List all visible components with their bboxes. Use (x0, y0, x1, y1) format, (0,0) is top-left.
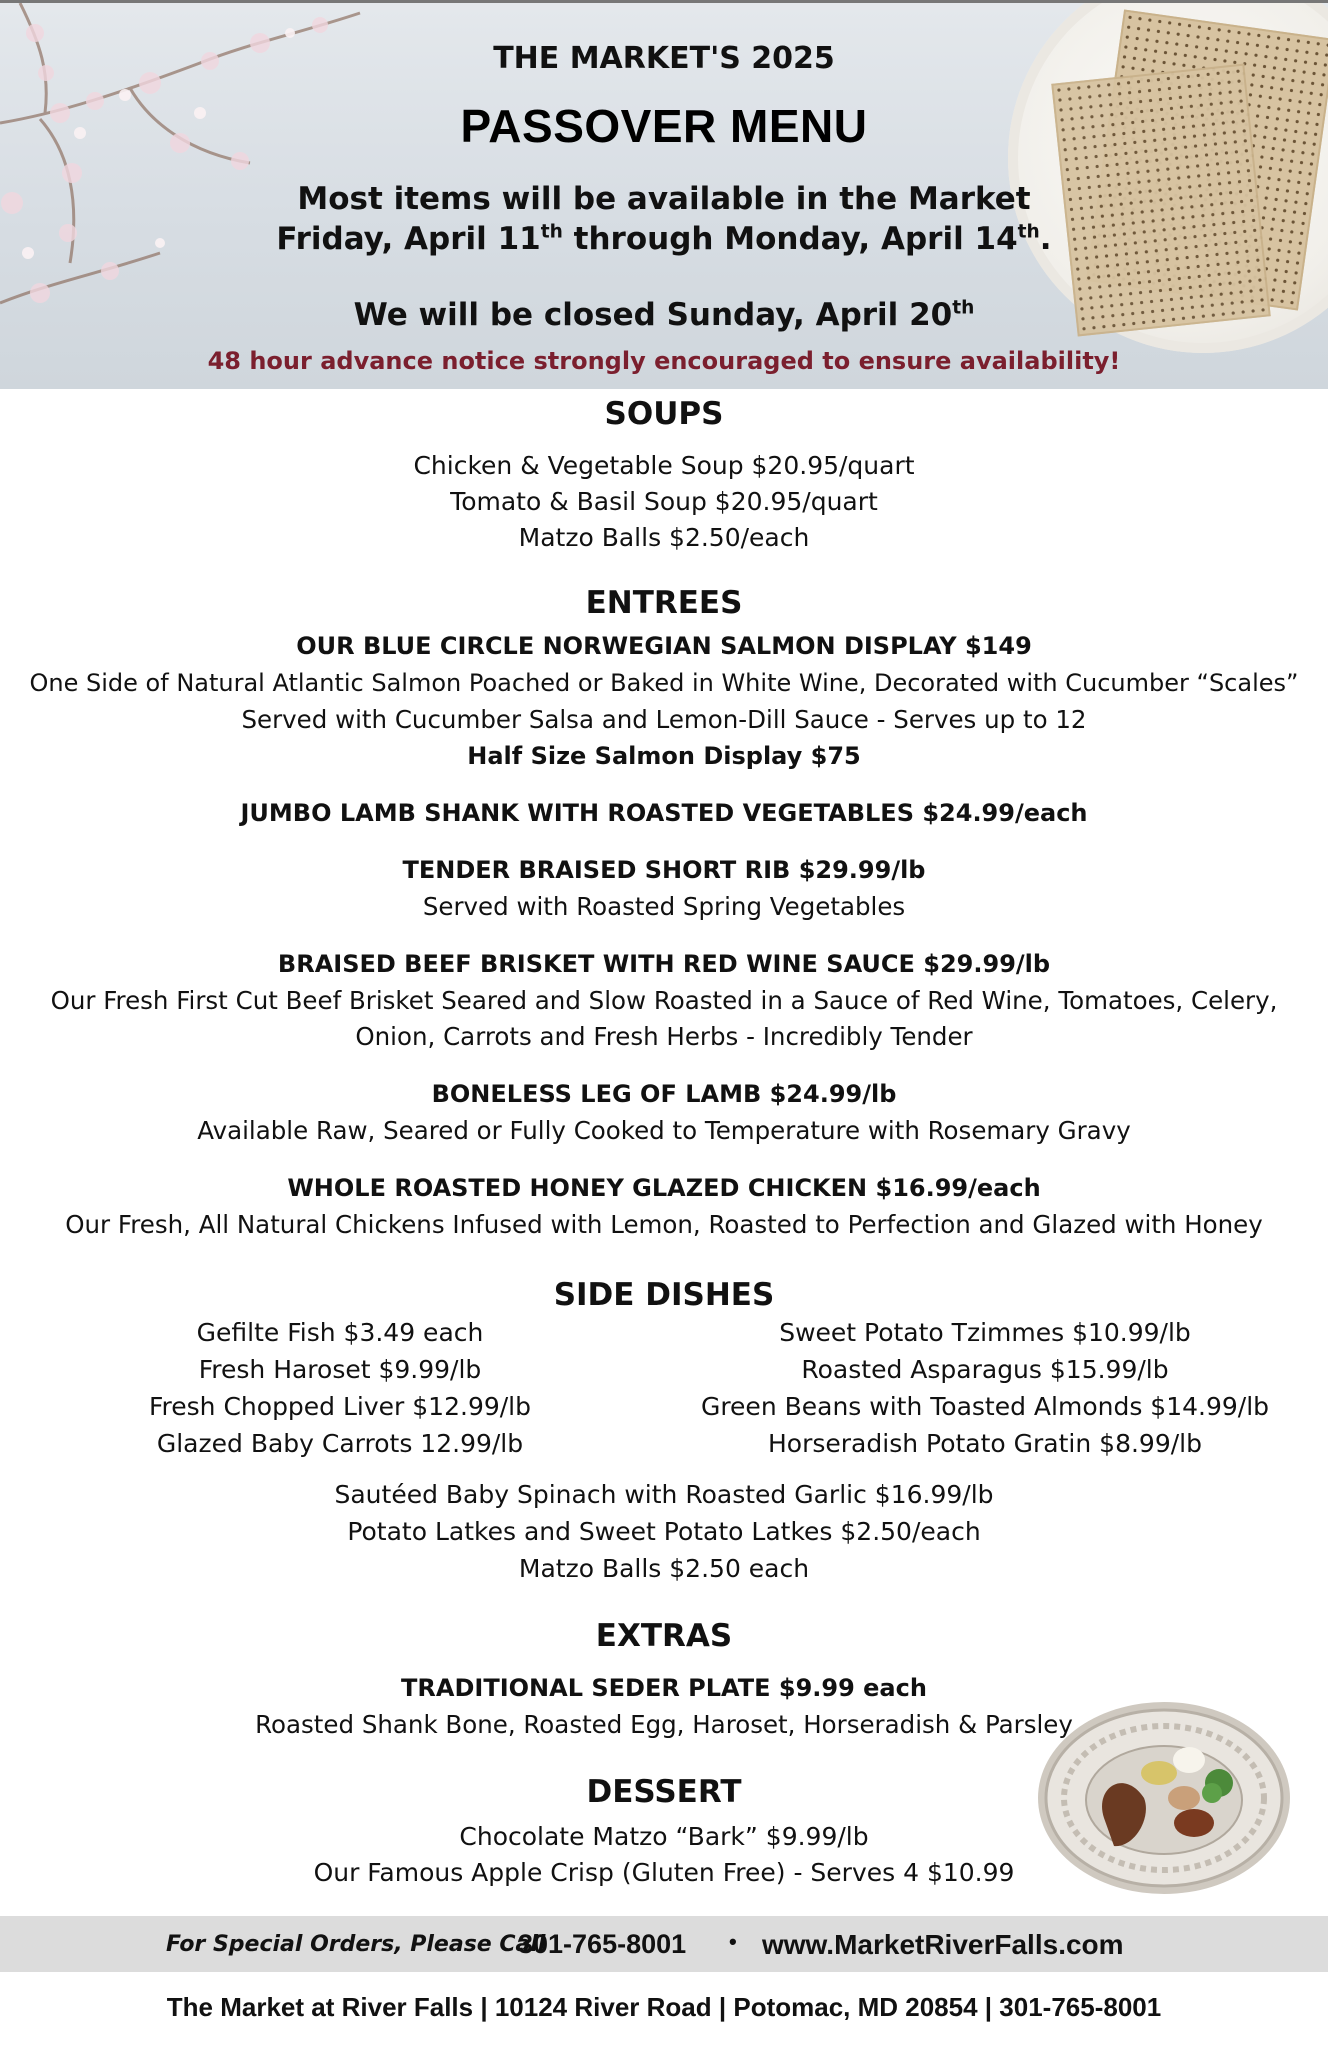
brisket-desc: Our Fresh First Cut Beef Brisket Seared and Slow Roasted in a Sauce of Red Wine, Tomatoes, Celery, (50, 986, 1278, 1015)
salmon-desc: Served with Cucumber Salsa and Lemon-Dill Sauce - Serves up to 12 (241, 705, 1087, 734)
side-dish-item: Matzo Balls $2.50 each (518, 1554, 810, 1583)
salmon-title: OUR BLUE CIRCLE NORWEGIAN SALMON DISPLAY $149 (296, 632, 1032, 660)
seder-plate-desc: Roasted Shank Bone, Roasted Egg, Haroset, Horseradish & Parsley (255, 1710, 1073, 1739)
short-rib-desc: Served with Roasted Spring Vegetables (422, 892, 906, 921)
header-banner (0, 0, 1328, 389)
special-orders-label: For Special Orders, Please Call (166, 1932, 546, 1957)
footer-website-link[interactable]: www.MarketRiverFalls.com (762, 1929, 1124, 1960)
footer-phone-link[interactable]: 301-765-8001 (518, 1929, 687, 1959)
brisket-desc: Onion, Carrots and Fresh Herbs - Incredibly Tender (355, 1022, 973, 1051)
chicken-title: WHOLE ROASTED HONEY GLAZED CHICKEN $16.99/each (287, 1174, 1041, 1202)
short-rib-title: TENDER BRAISED SHORT RIB $29.99/lb (402, 856, 926, 884)
brisket-title: BRAISED BEEF BRISKET WITH RED WINE SAUCE $29.99/lb (277, 950, 1051, 978)
seder-plate-title: TRADITIONAL SEDER PLATE $9.99 each (401, 1674, 927, 1702)
side-dish-item: Horseradish Potato Gratin $8.99/lb (768, 1429, 1202, 1458)
closed-notice: We will be closed Sunday, April 20th (353, 297, 975, 333)
side-dish-item: Green Beans with Toasted Almonds $14.99/lb (700, 1392, 1270, 1421)
dessert-item: Chocolate Matzo “Bark” $9.99/lb (459, 1822, 869, 1851)
soups-heading: SOUPS (604, 396, 724, 432)
footer-separator: • (729, 1929, 737, 1954)
extras-heading: EXTRAS (595, 1618, 733, 1654)
leg-lamb-desc: Available Raw, Seared or Fully Cooked to Temperature with Rosemary Gravy (197, 1116, 1131, 1145)
entrees-heading: ENTREES (585, 585, 743, 621)
side-dish-item: Sweet Potato Tzimmes $10.99/lb (779, 1318, 1191, 1347)
dessert-heading: DESSERT (586, 1774, 742, 1810)
menu-title: PASSOVER MENU (460, 100, 868, 152)
advance-notice: 48 hour advance notice strongly encouraged to ensure availability! (207, 347, 1121, 375)
side-dish-item: Fresh Haroset $9.99/lb (198, 1355, 482, 1384)
availability-line-2: Friday, April 11th through Monday, April 14th. (276, 221, 1052, 257)
chicken-desc: Our Fresh, All Natural Chickens Infused with Lemon, Roasted to Perfection and Glazed with Honey (65, 1210, 1263, 1239)
soup-item: Matzo Balls $2.50/each (518, 523, 810, 552)
salmon-half-title: Half Size Salmon Display $75 (467, 742, 861, 770)
side-dish-item: Fresh Chopped Liver $12.99/lb (148, 1392, 531, 1421)
side-dish-item: Gefilte Fish $3.49 each (196, 1318, 484, 1347)
menu-year-title: THE MARKET'S 2025 (493, 41, 835, 76)
soup-item: Chicken & Vegetable Soup $20.95/quart (413, 451, 915, 480)
dessert-item: Our Famous Apple Crisp (Gluten Free) - Serves 4 $10.99 (313, 1858, 1015, 1887)
side-dishes-heading: SIDE DISHES (553, 1277, 775, 1313)
salmon-desc: One Side of Natural Atlantic Salmon Poached or Baked in White Wine, Decorated with Cucumber “Scales” (29, 669, 1299, 697)
side-dish-item: Potato Latkes and Sweet Potato Latkes $2.50/each (347, 1517, 981, 1546)
side-dish-item: Roasted Asparagus $15.99/lb (801, 1355, 1169, 1384)
soup-item: Tomato & Basil Soup $20.95/quart (450, 487, 878, 516)
availability-line-1: Most items will be available in the Market (297, 181, 1031, 217)
footer-address: The Market at River Falls | 10124 River Road | Potomac, MD 20854 | 301-765-8001 (166, 1992, 1162, 2022)
side-dish-item: Sautéed Baby Spinach with Roasted Garlic $16.99/lb (334, 1480, 994, 1509)
lamb-shank-title: JUMBO LAMB SHANK WITH ROASTED VEGETABLES $24.99/each (240, 799, 1088, 827)
leg-lamb-title: BONELESS LEG OF LAMB $24.99/lb (431, 1080, 897, 1108)
side-dish-item: Glazed Baby Carrots 12.99/lb (156, 1429, 524, 1458)
